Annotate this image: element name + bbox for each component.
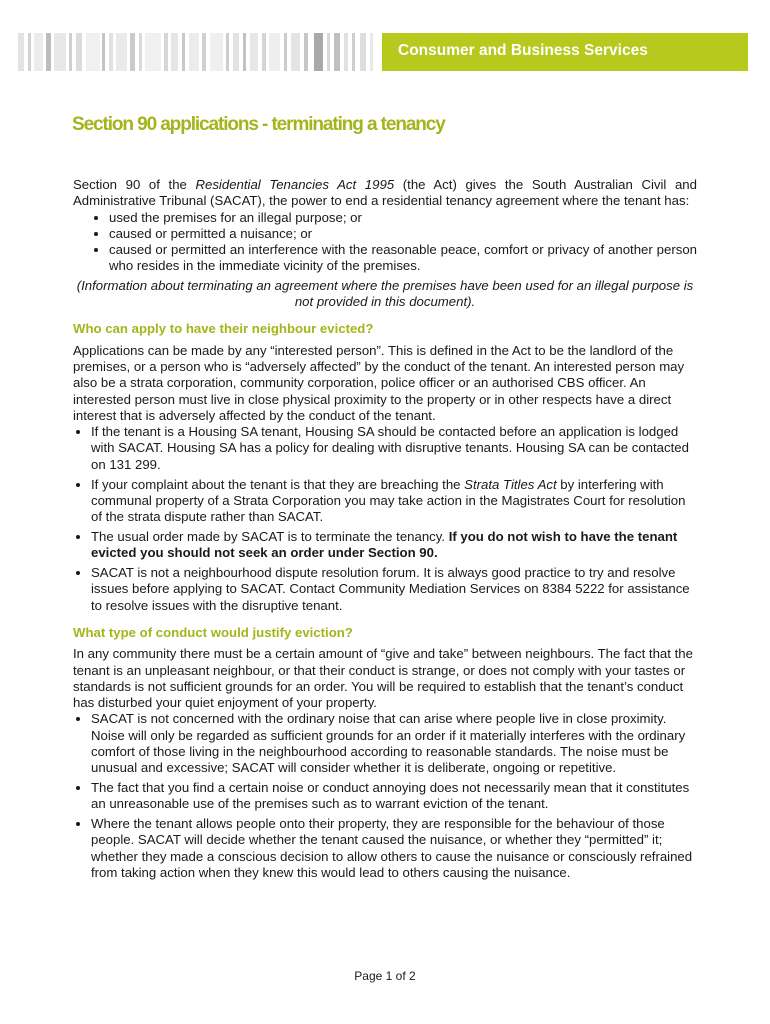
brand-text: Consumer and Business Services: [398, 42, 648, 59]
bullet-text: If your complaint about the tenant is that they are breaching the: [91, 476, 465, 492]
section1-paragraph: Applications can be made by any “interested person”. This is defined in the Act to be the landlord of the premises, or a person who is “adversely affected” by the conduct of the tenant. An interested person may also be a strata corporation, community corporation, police officer or an authorised CBS officer. An interested person must live in close physical proximity to the property or in other respects have a direct interest that is adversely affected by the conduct of the tenant.: [73, 342, 685, 423]
list-item: • The fact that you find a certain noise or conduct annoying does not necessarily mean that it constitutes an unreasonable use of the premises such as to warrant eviction of the tenant.: [91, 780, 697, 813]
bold-warning: If you do not wish to have the tenant evicted you should not seek an order under Section 90.: [91, 528, 678, 561]
section-heading-who-can-apply: Who can apply to have their neighbour evicted?: [73, 321, 374, 337]
document-body: [73, 177, 697, 885]
list-item: • caused or permitted a nuisance; or: [109, 226, 697, 242]
act-name: Residential Tenancies Act 1995: [195, 177, 395, 192]
bullet-text: by interfering with communal property of a Strata Corporation you may take action in the Magistrates Court for resolution of the strata dispute rather than SACAT.: [91, 476, 686, 525]
intro-paragraph: [73, 177, 697, 210]
list-item: • SACAT is not concerned with the ordinary noise that can arise where people live in close proximity. Noise will only be regarded as sufficient grounds for an order if it materially interferes with the ordinary comfort of those living in the neighbourhood according to reasonable standards. The noise must be unusual and excessive; SACAT will consider whether it is deliberate, ongoing or repetitive.: [91, 711, 697, 776]
list-item: [91, 529, 697, 562]
strata-titles-act: Strata Titles Act: [464, 476, 557, 492]
page-number: Page 1 of 2: [354, 969, 416, 983]
list-item: [91, 477, 697, 526]
list-item: • Where the tenant allows people onto their property, they are responsible for the behaviour of those people. SACAT will decide whether the tenant caused the nuisance, or whether they “permitted” it; whether they made a conscious decision to allow others to cause the nuisance or consciously refrained from taking action when they knew this would lead to others causing the nuisance.: [91, 816, 697, 881]
list-item: • SACAT is not a neighbourhood dispute resolution forum. It is always good practice to try and resolve issues before applying to SACAT. Contact Community Mediation Services on 8384 5222 for assistance to resolve issues with the disruptive tenant.: [91, 565, 697, 614]
intro-text-after: (the Act) gives the South Australian Civil and Administrative Tribunal (SACAT), the power to end a residential tenancy agreement where the tenant has:: [73, 177, 697, 209]
list-item: • caused or permitted an interference with the reasonable peace, comfort or privacy of another person who resides in the immediate vicinity of the premises.: [109, 242, 697, 275]
page-title: Section 90 applications - terminating a tenancy: [72, 114, 445, 135]
intro-list: [73, 210, 697, 275]
barcode-stripe-graphic: [18, 33, 388, 71]
intro-note: (Information about terminating an agreement where the premises have been used for an illegal purpose is not provided in this document).: [76, 277, 694, 310]
list-item: • used the premises for an illegal purpose; or: [109, 210, 697, 226]
brand-bar: [382, 33, 748, 71]
section1-list: [73, 424, 697, 614]
section-heading-conduct: What type of conduct would justify eviction?: [73, 624, 353, 640]
section2-paragraph: In any community there must be a certain amount of “give and take” between neighbours. The fact that the tenant is an unpleasant neighbour, or that their conduct is strange, or does not comply with your tastes or standards is not sufficient grounds for an order. You will be required to establish that the tenant’s conduct has disturbed your quiet enjoyment of your property.: [73, 646, 693, 711]
bullet-text: The usual order made by SACAT is to terminate the tenancy.: [91, 528, 449, 544]
intro-text-before: Section 90 of the: [73, 177, 196, 192]
header-banner: [0, 33, 748, 71]
section2-list: [73, 711, 697, 881]
list-item: • If the tenant is a Housing SA tenant, Housing SA should be contacted before an application is lodged with SACAT. Housing SA has a policy for dealing with disruptive tenants. Housing SA can be contacted on 131 299.: [91, 424, 697, 473]
